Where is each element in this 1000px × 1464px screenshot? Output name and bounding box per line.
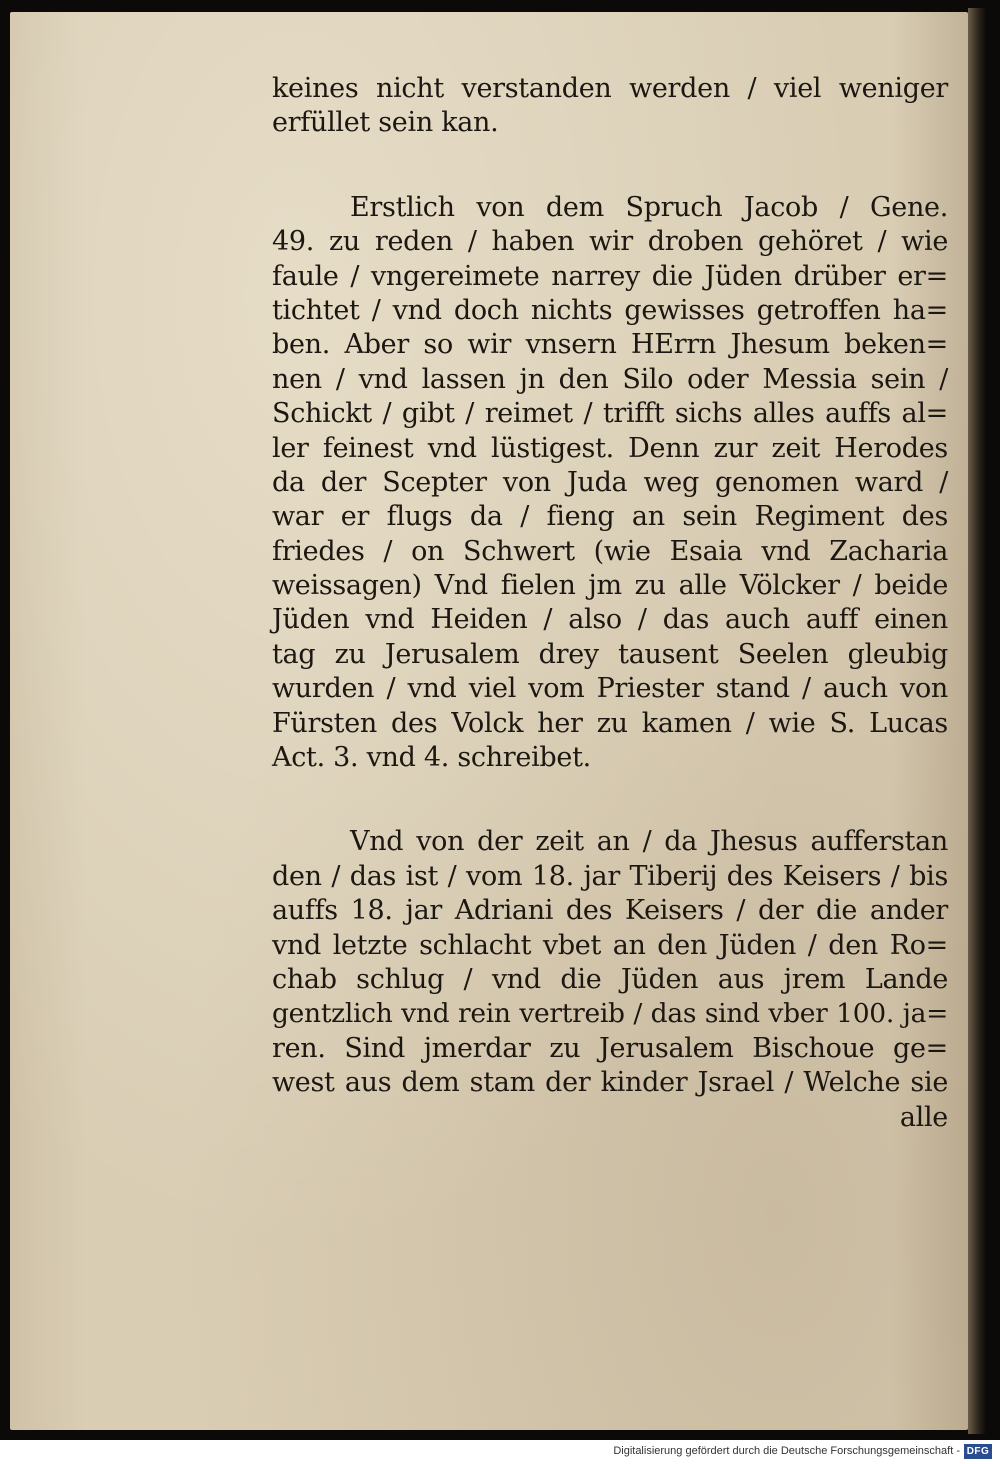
text-line: da der Scepter von Juda weg genomen ward / [272,466,948,498]
catchword: alle [899,1101,948,1133]
text-line: west aus dem stam der kinder Jsrael / Welche sie [272,1067,948,1099]
text-line: 49. zu reden / haben wir droben gehöret / wie [272,226,948,258]
footer-bar [0,1440,1000,1464]
text-line: faule / vngereimete narrey die Jüden drüber er= [272,260,948,292]
text-line: Act. 3. vnd 4. schreibet. [272,742,591,774]
text-line: Schickt / gibt / reimet / trifft sichs alles auffs al= [272,398,948,430]
text-line: chab schlug / vnd die Jüden aus jrem Lande [272,963,948,995]
text-line: auffs 18. jar Adriani des Keisers / der die ander [272,895,948,927]
text-line: Erstlich von dem Spruch Jacob / Gene. [350,191,948,223]
text-line: Fürsten des Volck her zu kamen / wie S. Lucas [272,707,948,739]
text-line: keines nicht verstanden werden / viel weniger [272,73,948,104]
text-line: friedes / on Schwert (wie Esaia vnd Zacharia [272,535,948,567]
text-line: tichtet / vnd doch nichts gewisses getroffen ha= [272,294,948,326]
page-edge [968,8,986,1434]
text-line: tag zu Jerusalem drey tausent Seelen gleubig [272,638,948,670]
text-line: erfüllet sein kan. [272,107,499,139]
text-line: den / das ist / vom 18. jar Tiberij des Keisers / bis [272,860,948,892]
text-line: ren. Sind jmerdar zu Jerusalem Bischoue ge= [272,1032,948,1064]
text-block [272,72,948,1135]
text-line: vnd letzte schlacht vbet an den Jüden / den Ro= [272,929,948,961]
text-line: ler feinest vnd lüstigest. Denn zur zeit Herodes [272,432,948,464]
text-line: war er flugs da / fieng an sein Regiment des [272,501,948,533]
text-line: ben. Aber so wir vnsern HErrn Jhesum beken= [272,329,948,361]
text-line: wurden / vnd viel vom Priester stand / auch von [272,673,948,705]
text-line: nen / vnd lassen jn den Silo oder Messia sein / [272,363,948,395]
text-line: gentzlich vnd rein vertreib / das sind vber 100. ja= [272,998,948,1030]
text-line: weissagen) Vnd fielen jm zu alle Völcker / beide [272,570,948,602]
text-line: Jüden vnd Heiden / also / das auch auff einen [272,604,948,636]
text-line: Vnd von der zeit an / da Jhesus aufferstan [350,826,948,858]
dfg-logo: DFG [964,1444,992,1459]
funding-credit: Digitalisierung gefördert durch die Deutsche Forschungsgemeinschaft - [613,1445,960,1457]
